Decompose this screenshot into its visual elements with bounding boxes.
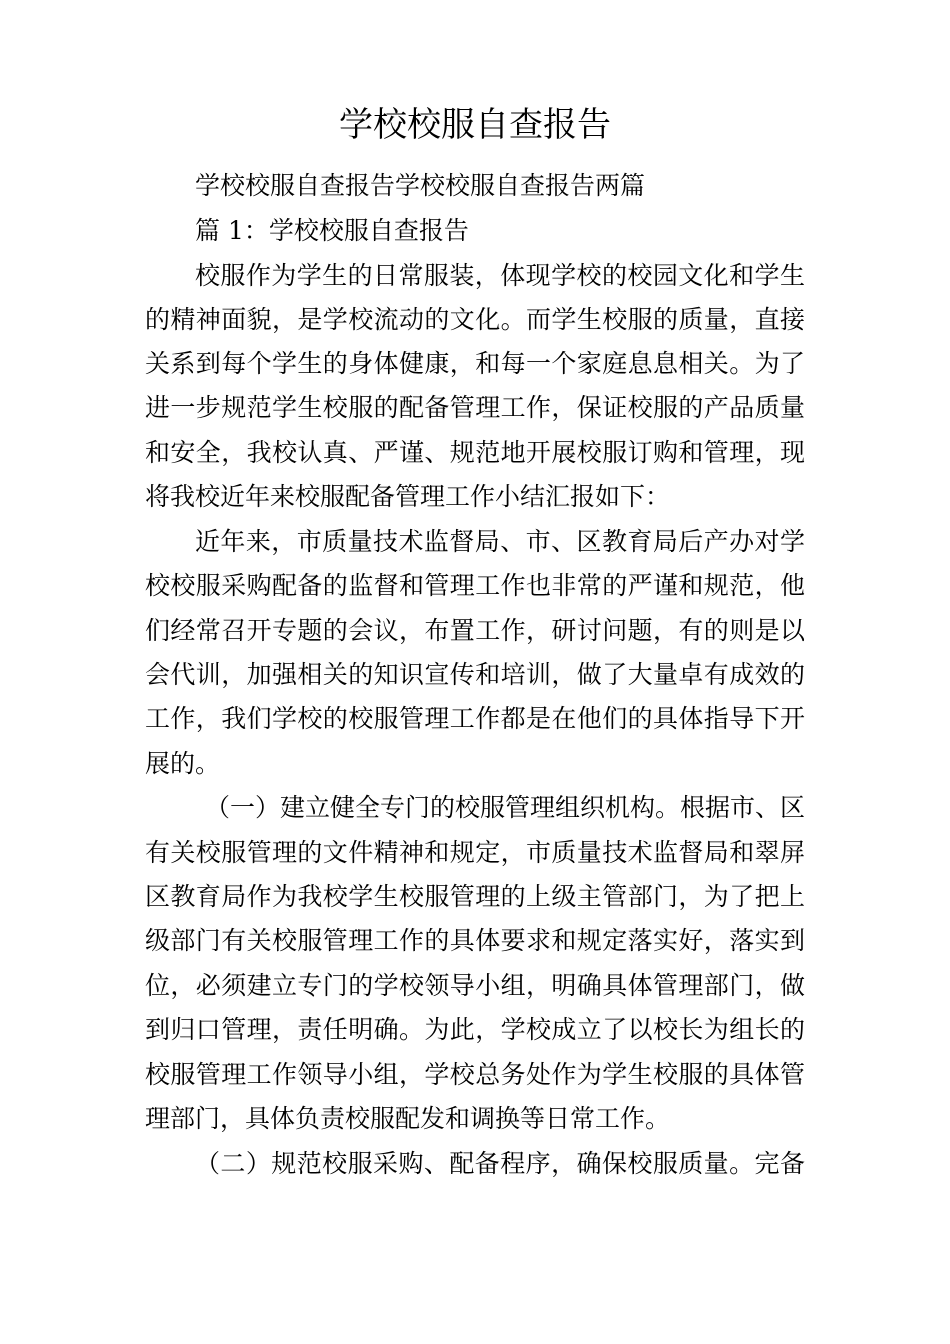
paragraph-line: 校服管理工作领导小组，学校总务处作为学生校服的具体管 bbox=[145, 1060, 805, 1089]
paragraph-line: 们经常召开专题的会议，布置工作，研讨问题，有的则是以 bbox=[145, 616, 805, 645]
paragraph-line: 到归口管理，责任明确。为此，学校成立了以校长为组长的 bbox=[145, 1015, 805, 1044]
paragraph-line: 有关校服管理的文件精神和规定，市质量技术监督局和翠屏 bbox=[145, 838, 805, 867]
paragraph-line: 将我校近年来校服配备管理工作小结汇报如下： bbox=[145, 482, 671, 511]
paragraph-line: （一）建立健全专门的校服管理组织机构。根据市、区 bbox=[205, 793, 806, 822]
paragraph-line: 关系到每个学生的身体健康，和每一个家庭息息相关。为了 bbox=[145, 349, 805, 378]
paragraph-line: 位，必须建立专门的学校领导小组，明确具体管理部门，做 bbox=[145, 971, 805, 1000]
paragraph-line: 工作，我们学校的校服管理工作都是在他们的具体指导下开 bbox=[145, 704, 805, 733]
paragraph-line: 区教育局作为我校学生校服管理的上级主管部门，为了把上 bbox=[145, 882, 805, 911]
paragraph-line: 的精神面貌，是学校流动的文化。而学生校服的质量，直接 bbox=[145, 305, 805, 334]
paragraph-line: 近年来，市质量技术监督局、市、区教育局后产办对学 bbox=[195, 527, 805, 556]
paragraph-line: 展的。 bbox=[145, 749, 221, 778]
paragraph-line: 进一步规范学生校服的配备管理工作，保证校服的产品质量 bbox=[145, 393, 805, 422]
paragraph-line: （二）规范校服采购、配备程序，确保校服质量。完备 bbox=[195, 1149, 805, 1178]
section-heading: 篇 1：学校校服自查报告 bbox=[195, 216, 469, 245]
paragraph-line: 会代训，加强相关的知识宣传和培训，做了大量卓有成效的 bbox=[145, 660, 805, 689]
paragraph-line: 校服作为学生的日常服装，体现学校的校园文化和学生 bbox=[195, 261, 805, 290]
document-title: 学校校服自查报告 bbox=[339, 105, 611, 145]
paragraph-line: 校校服采购配备的监督和管理工作也非常的严谨和规范，他 bbox=[145, 571, 805, 600]
paragraph-line: 和安全，我校认真、严谨、规范地开展校服订购和管理，现 bbox=[145, 438, 805, 467]
paragraph-line: 理部门，具体负责校服配发和调换等日常工作。 bbox=[145, 1104, 671, 1133]
document-subtitle: 学校校服自查报告学校校服自查报告两篇 bbox=[195, 171, 646, 200]
paragraph-line: 级部门有关校服管理工作的具体要求和规定落实好，落实到 bbox=[145, 926, 805, 955]
